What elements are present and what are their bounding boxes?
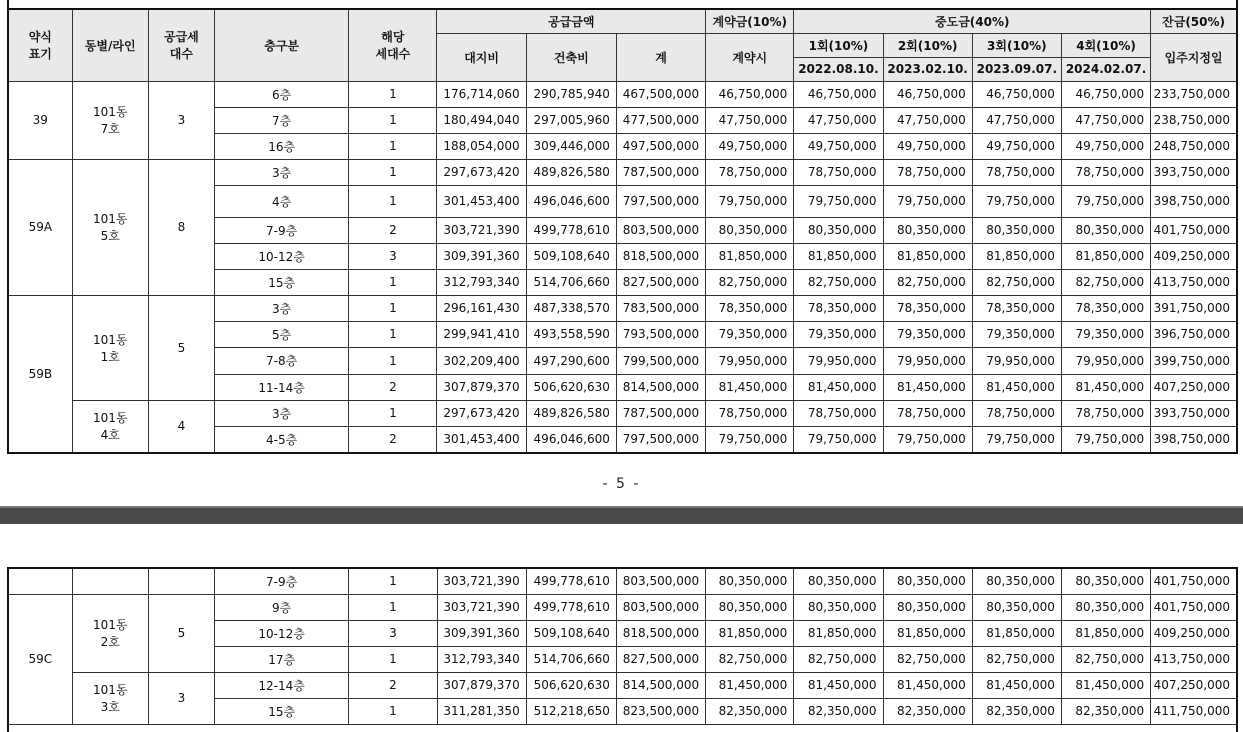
installment-1-cell: 79,750,000: [794, 185, 883, 217]
installment-2-cell: 81,450,000: [883, 672, 972, 698]
total-cell: 497,500,000: [616, 133, 705, 159]
building-cell: 496,046,600: [526, 185, 616, 217]
header-date-3: 2023.09.07.: [972, 57, 1061, 81]
header-units: 해당 세대수: [349, 9, 437, 81]
installment-3-cell: 46,750,000: [972, 81, 1061, 107]
land-cell: 301,453,400: [437, 426, 526, 453]
building-cell: 309,446,000: [526, 133, 616, 159]
deposit-cell: 49,750,000: [706, 133, 794, 159]
installment-2-cell: 78,350,000: [883, 295, 972, 321]
units-cell: 1: [349, 81, 437, 107]
land-cell: 307,879,370: [437, 374, 526, 400]
building-cell: 493,558,590: [526, 321, 616, 347]
header-land: 대지비: [437, 33, 526, 81]
total-cell: 797,500,000: [616, 185, 705, 217]
installment-4-cell: 79,750,000: [1061, 185, 1150, 217]
header-supply-amount: 공급금액: [437, 9, 706, 33]
installment-3-cell: 78,750,000: [972, 400, 1061, 426]
balance-cell: 409,250,000: [1151, 620, 1237, 646]
installment-1-cell: 78,350,000: [794, 295, 883, 321]
installment-4-cell: 80,350,000: [1061, 568, 1150, 594]
installment-1-cell: 82,350,000: [794, 698, 883, 724]
total-cell: 823,500,000: [616, 698, 705, 724]
deposit-cell: 81,850,000: [706, 243, 794, 269]
installment-1-cell: 81,850,000: [794, 620, 883, 646]
floor-cell: 12-14층: [214, 672, 348, 698]
total-cell: 787,500,000: [616, 400, 705, 426]
price-table-page5: [7, 8, 1238, 454]
total-cell: 803,500,000: [616, 568, 705, 594]
units-cell: 2: [349, 217, 437, 243]
balance-cell: 407,250,000: [1151, 672, 1237, 698]
deposit-cell: 82,750,000: [706, 269, 794, 295]
dong-line-cell: 101동 4호: [72, 400, 148, 453]
deposit-cell: 82,350,000: [706, 698, 794, 724]
installment-2-cell: 81,850,000: [883, 243, 972, 269]
total-cell: 814,500,000: [616, 672, 705, 698]
header-deposit-when: 계약시: [706, 33, 794, 81]
floor-cell: 10-12층: [214, 243, 348, 269]
installment-3-cell: 79,950,000: [972, 347, 1061, 374]
floor-cell: 7층: [214, 107, 348, 133]
header-supply-units: 공급세 대수: [148, 9, 214, 81]
deposit-cell: 82,750,000: [706, 646, 794, 672]
total-cell: 803,500,000: [616, 594, 705, 620]
installment-2-cell: 46,750,000: [883, 81, 972, 107]
balance-cell: 409,250,000: [1151, 243, 1237, 269]
table-row: [8, 159, 1237, 185]
empty-type-cell: [8, 568, 72, 594]
balance-cell: 391,750,000: [1151, 295, 1237, 321]
units-cell: 2: [349, 426, 437, 453]
floor-cell: 3층: [214, 400, 348, 426]
header-date-2: 2023.02.10.: [883, 57, 972, 81]
installment-1-cell: 80,350,000: [794, 568, 883, 594]
land-cell: 303,721,390: [437, 568, 526, 594]
type-59a: 59A: [8, 159, 72, 295]
total-cell: 797,500,000: [616, 426, 705, 453]
total-cell: 814,500,000: [616, 374, 705, 400]
total-cell: 793,500,000: [616, 321, 705, 347]
installment-3-cell: 80,350,000: [972, 568, 1061, 594]
installment-4-cell: 81,850,000: [1061, 243, 1150, 269]
installment-3-cell: 82,750,000: [972, 646, 1061, 672]
total-cell: 818,500,000: [616, 620, 705, 646]
installment-1-cell: 79,350,000: [794, 321, 883, 347]
building-cell: 489,826,580: [526, 159, 616, 185]
supply-units-cell: 5: [148, 594, 214, 672]
installment-1-cell: 82,750,000: [794, 269, 883, 295]
table-row: [8, 295, 1237, 321]
dong-line-cell: 101동 7호: [72, 81, 148, 159]
installment-4-cell: 81,850,000: [1061, 620, 1150, 646]
deposit-cell: 79,750,000: [706, 426, 794, 453]
building-cell: 496,046,600: [526, 426, 616, 453]
empty-dong-cell: [72, 568, 148, 594]
units-cell: 1: [349, 295, 437, 321]
floor-cell: 4-5층: [214, 426, 348, 453]
deposit-cell: 79,350,000: [706, 321, 794, 347]
deposit-cell: 81,450,000: [706, 672, 794, 698]
dong-line-cell: 101동 3호: [72, 672, 148, 724]
installment-2-cell: 81,850,000: [883, 620, 972, 646]
installment-1-cell: 49,750,000: [794, 133, 883, 159]
supply-units-cell: 4: [148, 400, 214, 453]
total-cell: 799,500,000: [616, 347, 705, 374]
installment-4-cell: 46,750,000: [1061, 81, 1150, 107]
balance-cell: 401,750,000: [1151, 594, 1237, 620]
land-cell: 176,714,060: [437, 81, 526, 107]
installment-3-cell: 78,750,000: [972, 159, 1061, 185]
header-floor-group: 층구분: [214, 9, 348, 81]
land-cell: 303,721,390: [437, 594, 526, 620]
units-cell: 3: [349, 243, 437, 269]
table-top-border: [7, 0, 1238, 8]
land-cell: 311,281,350: [437, 698, 526, 724]
units-cell: 2: [349, 672, 437, 698]
building-cell: 497,290,600: [526, 347, 616, 374]
installment-4-cell: 80,350,000: [1061, 217, 1150, 243]
table-row: [8, 672, 1237, 698]
deposit-cell: 80,350,000: [706, 594, 794, 620]
deposit-cell: 47,750,000: [706, 107, 794, 133]
price-table-page6: [7, 567, 1238, 725]
floor-cell: 11-14층: [214, 374, 348, 400]
balance-cell: 233,750,000: [1151, 81, 1237, 107]
installment-4-cell: 79,350,000: [1061, 321, 1150, 347]
balance-cell: 413,750,000: [1151, 646, 1237, 672]
installment-3-cell: 79,350,000: [972, 321, 1061, 347]
installment-4-cell: 47,750,000: [1061, 107, 1150, 133]
header-date-4: 2024.02.07.: [1061, 57, 1150, 81]
header-date-1: 2022.08.10.: [794, 57, 883, 81]
building-cell: 506,620,630: [526, 374, 616, 400]
dong-line-cell: 101동 1호: [72, 295, 148, 400]
balance-cell: 401,750,000: [1151, 568, 1237, 594]
supply-units-cell: 8: [148, 159, 214, 295]
installment-4-cell: 81,450,000: [1061, 672, 1150, 698]
installment-1-cell: 78,750,000: [794, 400, 883, 426]
units-cell: 1: [349, 594, 437, 620]
building-cell: 499,778,610: [526, 594, 616, 620]
installment-2-cell: 49,750,000: [883, 133, 972, 159]
balance-cell: 393,750,000: [1151, 400, 1237, 426]
floor-cell: 10-12층: [214, 620, 348, 646]
header-installment-1: 1회(10%): [794, 33, 883, 57]
total-cell: 787,500,000: [616, 159, 705, 185]
installment-4-cell: 78,750,000: [1061, 400, 1150, 426]
building-cell: 509,108,640: [526, 243, 616, 269]
building-cell: 499,778,610: [526, 568, 616, 594]
supply-units-cell: 3: [148, 672, 214, 724]
land-cell: 303,721,390: [437, 217, 526, 243]
supply-units-cell: 3: [148, 81, 214, 159]
deposit-cell: 79,750,000: [706, 185, 794, 217]
table-bottom-border: [7, 724, 1238, 732]
land-cell: 299,941,410: [437, 321, 526, 347]
land-cell: 309,391,360: [437, 243, 526, 269]
floor-cell: 3층: [214, 295, 348, 321]
installment-1-cell: 46,750,000: [794, 81, 883, 107]
units-cell: 1: [349, 347, 437, 374]
balance-cell: 398,750,000: [1151, 426, 1237, 453]
supply-units-cell: 5: [148, 295, 214, 400]
installment-3-cell: 81,850,000: [972, 243, 1061, 269]
installment-4-cell: 79,950,000: [1061, 347, 1150, 374]
deposit-cell: 79,950,000: [706, 347, 794, 374]
building-cell: 514,706,660: [526, 269, 616, 295]
installment-3-cell: 78,350,000: [972, 295, 1061, 321]
installment-2-cell: 79,950,000: [883, 347, 972, 374]
installment-1-cell: 82,750,000: [794, 646, 883, 672]
installment-3-cell: 80,350,000: [972, 594, 1061, 620]
installment-4-cell: 79,750,000: [1061, 426, 1150, 453]
empty-units-cell: [148, 568, 214, 594]
building-cell: 499,778,610: [526, 217, 616, 243]
land-cell: 309,391,360: [437, 620, 526, 646]
total-cell: 827,500,000: [616, 269, 705, 295]
header-middle-payment: 중도금(40%): [794, 9, 1151, 33]
installment-2-cell: 82,750,000: [883, 269, 972, 295]
building-cell: 506,620,630: [526, 672, 616, 698]
floor-cell: 3층: [214, 159, 348, 185]
balance-cell: 413,750,000: [1151, 269, 1237, 295]
deposit-cell: 80,350,000: [706, 217, 794, 243]
dong-line-cell: 101동 2호: [72, 594, 148, 672]
header-installment-4: 4회(10%): [1061, 33, 1150, 57]
installment-4-cell: 82,750,000: [1061, 269, 1150, 295]
header-balance-when: 입주지정일: [1151, 33, 1237, 81]
units-cell: 1: [349, 159, 437, 185]
total-cell: 827,500,000: [616, 646, 705, 672]
land-cell: 296,161,430: [437, 295, 526, 321]
land-cell: 297,673,420: [437, 400, 526, 426]
units-cell: 1: [349, 107, 437, 133]
deposit-cell: 78,750,000: [706, 159, 794, 185]
installment-2-cell: 81,450,000: [883, 374, 972, 400]
installment-4-cell: 80,350,000: [1061, 594, 1150, 620]
land-cell: 297,673,420: [437, 159, 526, 185]
deposit-cell: 78,750,000: [706, 400, 794, 426]
installment-2-cell: 79,750,000: [883, 185, 972, 217]
installment-4-cell: 49,750,000: [1061, 133, 1150, 159]
units-cell: 1: [349, 568, 437, 594]
units-cell: 1: [349, 400, 437, 426]
installment-2-cell: 82,750,000: [883, 646, 972, 672]
installment-3-cell: 79,750,000: [972, 185, 1061, 217]
land-cell: 312,793,340: [437, 646, 526, 672]
building-cell: 290,785,940: [526, 81, 616, 107]
installment-3-cell: 79,750,000: [972, 426, 1061, 453]
land-cell: 302,209,400: [437, 347, 526, 374]
installment-4-cell: 82,350,000: [1061, 698, 1150, 724]
units-cell: 1: [349, 269, 437, 295]
installment-2-cell: 78,750,000: [883, 400, 972, 426]
land-cell: 307,879,370: [437, 672, 526, 698]
installment-2-cell: 79,350,000: [883, 321, 972, 347]
page-number: - 5 -: [602, 476, 641, 492]
building-cell: 489,826,580: [526, 400, 616, 426]
building-cell: 509,108,640: [526, 620, 616, 646]
type-59b: 59B: [8, 295, 72, 453]
dong-line-cell: 101동 5호: [72, 159, 148, 295]
installment-2-cell: 80,350,000: [883, 594, 972, 620]
balance-cell: 398,750,000: [1151, 185, 1237, 217]
total-cell: 803,500,000: [616, 217, 705, 243]
installment-3-cell: 81,450,000: [972, 672, 1061, 698]
installment-3-cell: 49,750,000: [972, 133, 1061, 159]
land-cell: 180,494,040: [437, 107, 526, 133]
total-cell: 783,500,000: [616, 295, 705, 321]
floor-cell: 15층: [214, 269, 348, 295]
balance-cell: 238,750,000: [1151, 107, 1237, 133]
header-building: 건축비: [526, 33, 616, 81]
installment-2-cell: 82,350,000: [883, 698, 972, 724]
deposit-cell: 81,450,000: [706, 374, 794, 400]
deposit-cell: 78,350,000: [706, 295, 794, 321]
floor-cell: 6층: [214, 81, 348, 107]
floor-cell: 16층: [214, 133, 348, 159]
table-row: [8, 568, 1237, 594]
installment-4-cell: 82,750,000: [1061, 646, 1150, 672]
land-cell: 188,054,000: [437, 133, 526, 159]
type-59c: 59C: [8, 594, 72, 724]
table-row: [8, 400, 1237, 426]
balance-cell: 401,750,000: [1151, 217, 1237, 243]
balance-cell: 411,750,000: [1151, 698, 1237, 724]
installment-1-cell: 81,450,000: [794, 374, 883, 400]
balance-cell: 407,250,000: [1151, 374, 1237, 400]
land-cell: 312,793,340: [437, 269, 526, 295]
deposit-cell: 80,350,000: [706, 568, 794, 594]
installment-1-cell: 79,750,000: [794, 426, 883, 453]
header-total: 계: [616, 33, 705, 81]
installment-1-cell: 81,450,000: [794, 672, 883, 698]
installment-2-cell: 80,350,000: [883, 568, 972, 594]
header-type-mark: 약식 표기: [8, 9, 72, 81]
units-cell: 3: [349, 620, 437, 646]
header-balance: 잔금(50%): [1151, 9, 1237, 33]
land-cell: 301,453,400: [437, 185, 526, 217]
installment-2-cell: 47,750,000: [883, 107, 972, 133]
total-cell: 477,500,000: [616, 107, 705, 133]
floor-cell: 7-9층: [214, 217, 348, 243]
units-cell: 1: [349, 321, 437, 347]
floor-cell: 15층: [214, 698, 348, 724]
balance-cell: 396,750,000: [1151, 321, 1237, 347]
header-installment-3: 3회(10%): [972, 33, 1061, 57]
installment-1-cell: 78,750,000: [794, 159, 883, 185]
building-cell: 514,706,660: [526, 646, 616, 672]
installment-1-cell: 80,350,000: [794, 594, 883, 620]
floor-cell: 7-9층: [214, 568, 348, 594]
type-39: 39: [8, 81, 72, 159]
installment-2-cell: 80,350,000: [883, 217, 972, 243]
balance-cell: 399,750,000: [1151, 347, 1237, 374]
installment-2-cell: 78,750,000: [883, 159, 972, 185]
page-divider: [0, 506, 1243, 524]
floor-cell: 7-8층: [214, 347, 348, 374]
units-cell: 2: [349, 374, 437, 400]
installment-4-cell: 81,450,000: [1061, 374, 1150, 400]
building-cell: 487,338,570: [526, 295, 616, 321]
deposit-cell: 81,850,000: [706, 620, 794, 646]
deposit-cell: 46,750,000: [706, 81, 794, 107]
building-cell: 297,005,960: [526, 107, 616, 133]
header-dong-line: 동별/라인: [72, 9, 148, 81]
installment-1-cell: 47,750,000: [794, 107, 883, 133]
units-cell: 1: [349, 133, 437, 159]
installment-1-cell: 80,350,000: [794, 217, 883, 243]
balance-cell: 393,750,000: [1151, 159, 1237, 185]
installment-3-cell: 82,350,000: [972, 698, 1061, 724]
header-installment-2: 2회(10%): [883, 33, 972, 57]
units-cell: 1: [349, 646, 437, 672]
balance-cell: 248,750,000: [1151, 133, 1237, 159]
header-deposit: 계약금(10%): [706, 9, 794, 33]
installment-3-cell: 47,750,000: [972, 107, 1061, 133]
floor-cell: 17층: [214, 646, 348, 672]
floor-cell: 5층: [214, 321, 348, 347]
building-cell: 512,218,650: [526, 698, 616, 724]
floor-cell: 9층: [214, 594, 348, 620]
installment-3-cell: 81,850,000: [972, 620, 1061, 646]
installment-3-cell: 80,350,000: [972, 217, 1061, 243]
installment-2-cell: 79,750,000: [883, 426, 972, 453]
installment-4-cell: 78,750,000: [1061, 159, 1150, 185]
total-cell: 818,500,000: [616, 243, 705, 269]
floor-cell: 4층: [214, 185, 348, 217]
table-row: [8, 81, 1237, 107]
table-row: [8, 594, 1237, 620]
installment-3-cell: 81,450,000: [972, 374, 1061, 400]
installment-1-cell: 81,850,000: [794, 243, 883, 269]
installment-1-cell: 79,950,000: [794, 347, 883, 374]
installment-3-cell: 82,750,000: [972, 269, 1061, 295]
units-cell: 1: [349, 698, 437, 724]
installment-4-cell: 78,350,000: [1061, 295, 1150, 321]
units-cell: 1: [349, 185, 437, 217]
total-cell: 467,500,000: [616, 81, 705, 107]
